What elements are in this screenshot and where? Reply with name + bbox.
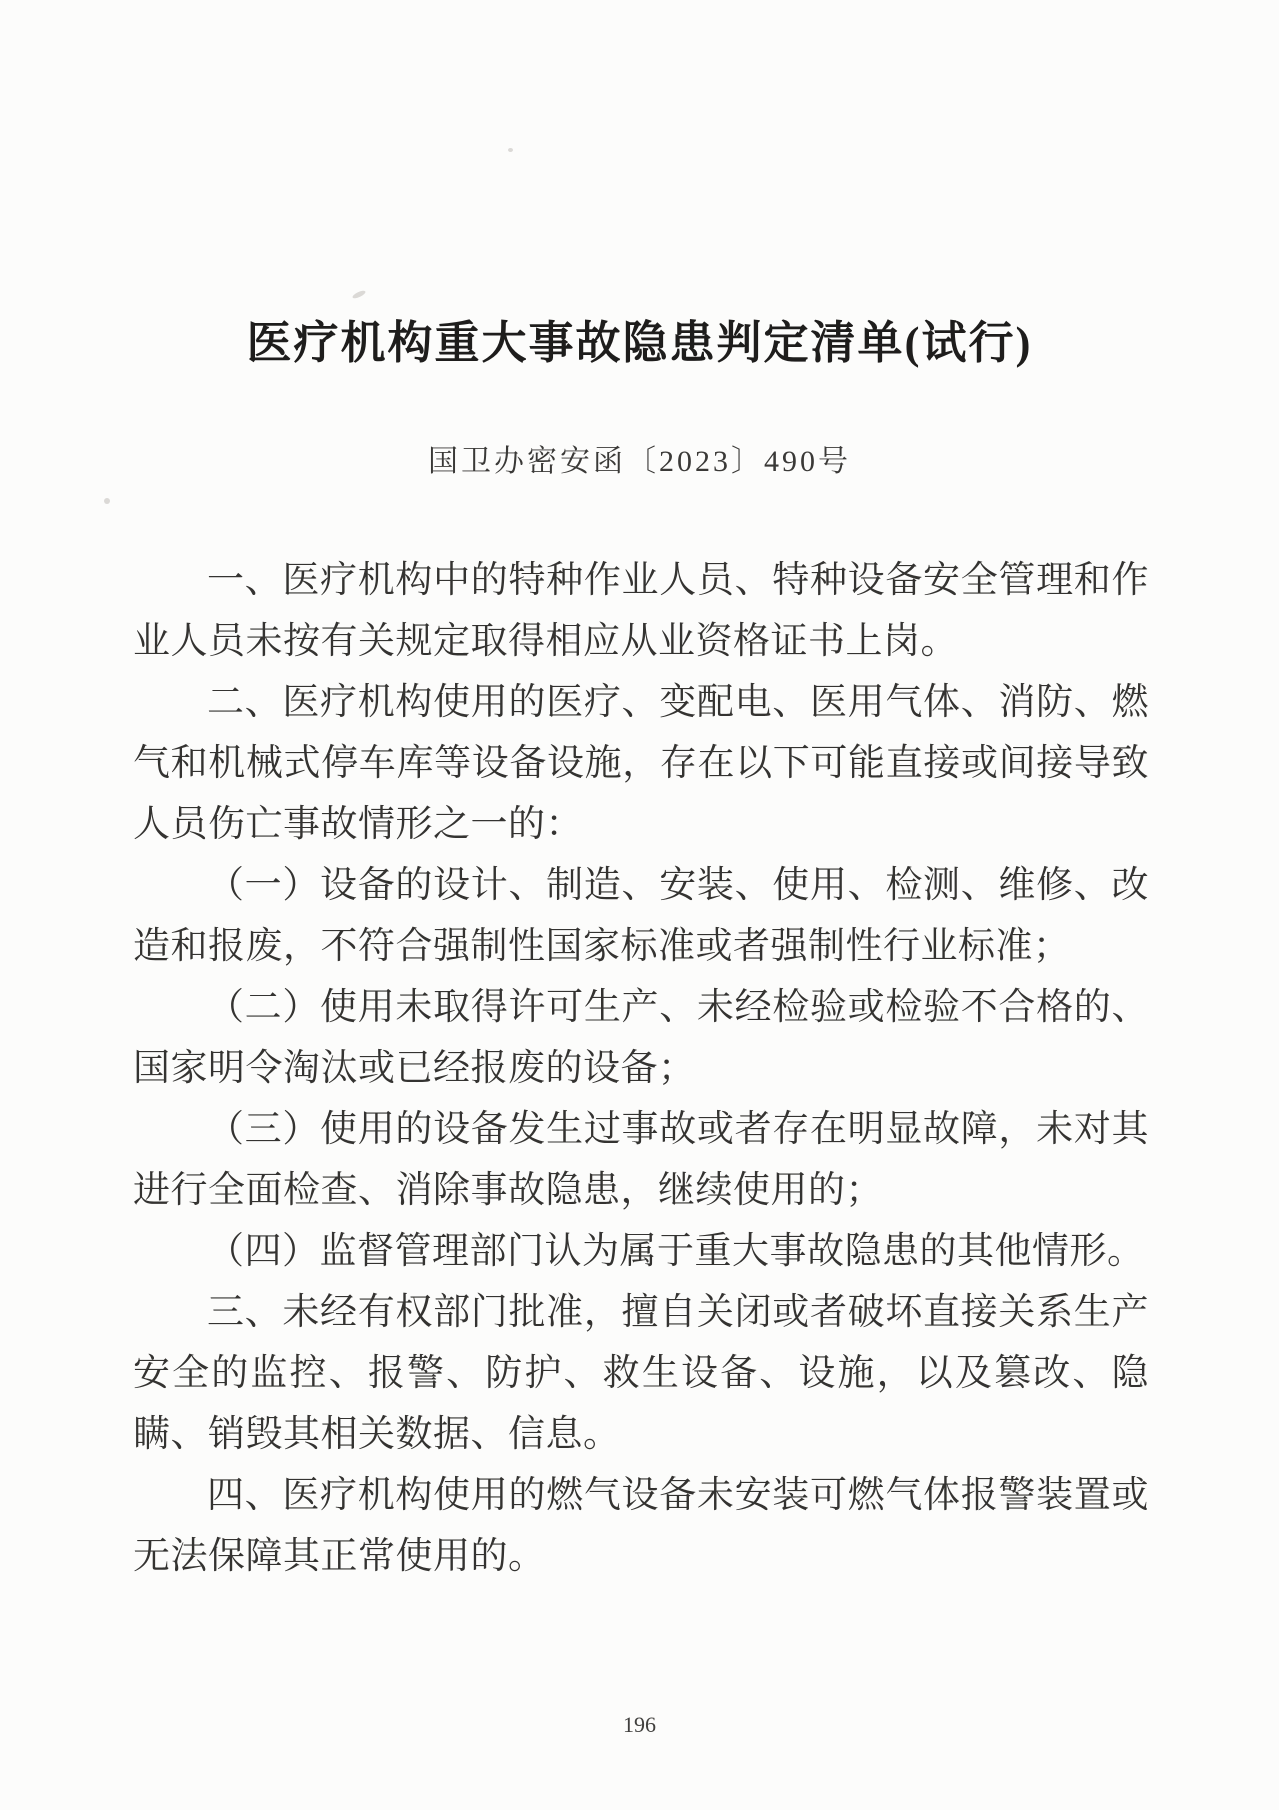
scan-artifact: [508, 148, 513, 152]
paragraph-clause-3: （三）使用的设备发生过事故或者存在明显故障，未对其进行全面检查、消除事故隐患，继续使用的；: [133, 1109, 1149, 1211]
page-number: 196: [623, 1712, 656, 1737]
document-body: [133, 550, 1149, 1587]
document-number: 国卫办密安函〔2023〕490号: [428, 445, 851, 478]
document-title: 医疗机构重大事故隐患判定清单(试行): [246, 318, 1033, 368]
paragraph-item-3: 三、未经有权部门批准，擅自关闭或者破坏直接关系生产安全的监控、报警、防护、救生设备、设施，以及篡改、隐瞒、销毁其相关数据、信息。: [133, 1292, 1149, 1455]
paragraph-item-2: 二、医疗机构使用的医疗、变配电、医用气体、消防、燃气和机械式停车库等设备设施，存在以下可能直接或间接导致人员伤亡事故情形之一的：: [133, 682, 1149, 845]
paragraph-item-4: 四、医疗机构使用的燃气设备未安装可燃气体报警装置或无法保障其正常使用的。: [133, 1475, 1149, 1577]
scan-artifact: [352, 289, 367, 299]
scan-artifact: [104, 498, 110, 504]
paragraph-item-1: 一、医疗机构中的特种作业人员、特种设备安全管理和作业人员未按有关规定取得相应从业资格证书上岗。: [133, 560, 1149, 662]
paragraph-clause-1: （一）设备的设计、制造、安装、使用、检测、维修、改造和报废，不符合强制性国家标准或者强制性行业标准；: [133, 865, 1149, 967]
paragraph-clause-2: （二）使用未取得许可生产、未经检验或检验不合格的、国家明令淘汰或已经报废的设备；: [133, 987, 1149, 1089]
paragraph-clause-4: （四）监督管理部门认为属于重大事故隐患的其他情形。: [207, 1231, 1145, 1272]
